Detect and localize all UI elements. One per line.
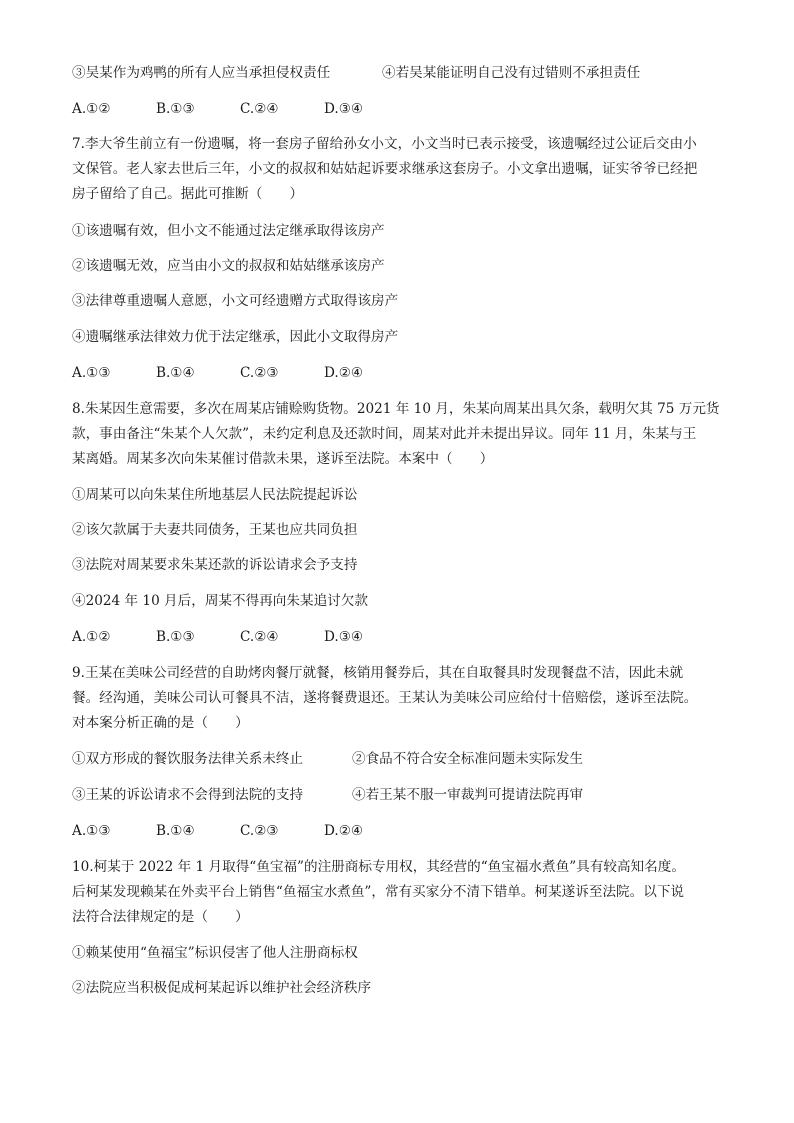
q9-option-4: ④若王某不服一审裁判可提请法院再审	[352, 787, 584, 803]
q10-option-1: ①赖某使用“鱼福宝”标识侵害了他人注册商标权	[72, 945, 358, 961]
q8-option-2: ②该欠款属于夫妻共同债务，王某也应共同负担	[72, 522, 358, 538]
q6-choice-d[interactable]: D.③④	[324, 101, 364, 117]
q6-choice-b[interactable]: B.①③	[156, 101, 195, 117]
q8-option-1: ①周某可以向朱某住所地基层人民法院提起诉讼	[72, 487, 358, 503]
q6-answer-choices	[72, 100, 408, 118]
q6-option-3: ③吴某作为鸡鸭的所有人应当承担侵权责任	[72, 65, 331, 81]
q8-choice-a[interactable]: A.①②	[72, 629, 111, 645]
q9-choice-d[interactable]: D.②④	[324, 823, 364, 839]
q7-stem-line-2: 文保管。老人家去世后三年，小文的叔叔和姑姑起诉要求继承这套房子。小文拿出遗嘱，证实爷爷已经把	[72, 161, 698, 177]
q9-option-3: ③王某的诉讼请求不会得到法院的支持	[72, 787, 304, 803]
q9-option-1: ①双方形成的餐饮服务法律关系未终止	[72, 751, 304, 767]
q9-stem-line-1: 9.王某在美味公司经营的自助烤肉餐厅就餐，核销用餐券后，其在自取餐具时发现餐盘不洁，因此未就	[72, 665, 684, 681]
q9-answer-choices	[72, 822, 408, 840]
q8-stem-line-2: 款，事由备注“朱某个人欠款”，未约定利息及还款时间，周某对此并未提出异议。同年 11 月，朱某与王	[72, 426, 697, 442]
q7-stem-line-1: 7.李大爷生前立有一份遗嘱，将一套房子留给孙女小文，小文当时已表示接受，该遗嘱经过公证后交由小	[72, 136, 697, 152]
q6-choice-c[interactable]: C.②④	[240, 101, 279, 117]
q7-option-2: ②该遗嘱无效，应当由小文的叔叔和姑姑继承该房产	[72, 258, 385, 274]
q7-option-3: ③法律尊重遗嘱人意愿，小文可经遗赠方式取得该房产	[72, 293, 399, 309]
q9-stem-line-3: 对本案分析正确的是（ ）	[72, 715, 249, 731]
q10-stem-line-3: 法符合法律规定的是（ ）	[72, 909, 249, 925]
q9-choice-c[interactable]: C.②③	[240, 823, 279, 839]
q8-choice-b[interactable]: B.①③	[156, 629, 195, 645]
q9-option-row-1	[72, 750, 728, 768]
q7-answer-choices	[72, 364, 408, 382]
q7-choice-b[interactable]: B.①④	[156, 365, 195, 381]
q7-stem-line-3: 房子留给了自己。据此可推断（ ）	[72, 186, 304, 202]
q8-choice-c[interactable]: C.②④	[240, 629, 279, 645]
q7-option-4: ④遗嘱继承法律效力优于法定继承，因此小文取得房产	[72, 329, 399, 345]
q7-option-1: ①该遗嘱有效，但小文不能通过法定继承取得该房产	[72, 223, 385, 239]
q10-stem-line-2: 后柯某发现赖某在外卖平台上销售“鱼福宝水煮鱼”，常有买家分不清下错单。柯某遂诉至法院。以下说	[72, 884, 685, 900]
q7-choice-c[interactable]: C.②③	[240, 365, 279, 381]
q9-stem-line-2: 餐。经沟通，美味公司认可餐具不洁，遂将餐费退还。王某认为美味公司应给付十倍赔偿，遂诉至法院。	[72, 690, 698, 706]
q8-option-3: ③法院对周某要求朱某还款的诉讼请求会予支持	[72, 557, 358, 573]
q8-choice-d[interactable]: D.③④	[324, 629, 364, 645]
q6-option-row	[72, 64, 728, 82]
q9-choice-b[interactable]: B.①④	[156, 823, 195, 839]
q9-option-2: ②食品不符合安全标准问题未实际发生	[352, 751, 584, 767]
q9-choice-a[interactable]: A.①③	[72, 823, 111, 839]
q10-stem-line-1: 10.柯某于 2022 年 1 月取得“鱼宝福”的注册商标专用权，其经营的“鱼宝福水煮鱼”具有较高知名度。	[72, 859, 685, 875]
q9-option-row-2	[72, 786, 728, 804]
q8-answer-choices	[72, 628, 408, 646]
q8-stem-line-3: 某离婚。周某多次向朱某催讨借款未果，遂诉至法院。本案中（ ）	[72, 451, 494, 467]
q6-choice-a[interactable]: A.①②	[72, 101, 111, 117]
q6-option-4: ④若吴某能证明自己没有过错则不承担责任	[382, 65, 641, 81]
q8-stem-line-1: 8.朱某因生意需要，多次在周某店铺赊购货物。2021 年 10 月，朱某向周某出具欠条，载明欠其 75 万元货	[72, 401, 720, 417]
q10-option-2: ②法院应当积极促成柯某起诉以维护社会经济秩序	[72, 980, 372, 996]
q8-option-4: ④2024 年 10 月后，周某不得再向朱某追讨欠款	[72, 593, 368, 609]
q7-choice-a[interactable]: A.①③	[72, 365, 111, 381]
q7-choice-d[interactable]: D.②④	[324, 365, 364, 381]
